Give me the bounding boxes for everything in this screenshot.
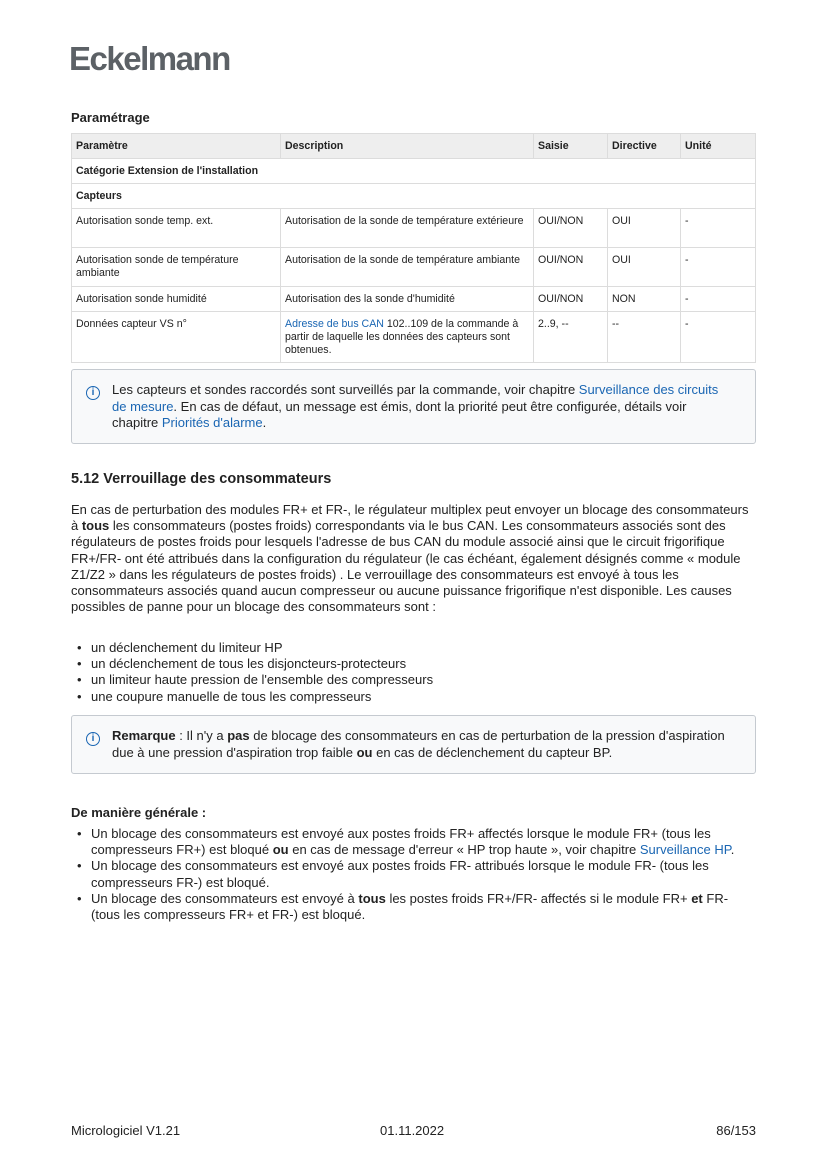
cell-param: Autorisation sonde de température ambiante <box>72 248 281 287</box>
cell-desc: Autorisation de la sonde de température extérieure <box>281 209 534 248</box>
table-row <box>72 312 756 363</box>
section-title: Paramétrage <box>71 110 150 125</box>
eckelmann-logo: Eckelmann <box>69 40 230 77</box>
list-item: • un déclenchement du limiteur HP <box>71 640 756 656</box>
remark-note <box>71 715 756 774</box>
cell-param: Autorisation sonde temp. ext. <box>72 209 281 248</box>
desc-text: 102..109 de la commande à partir de laquelle les données des capteurs sont obtenues. <box>285 318 519 356</box>
col-header: Unité <box>681 134 756 159</box>
list-item: • Un blocage des consommateurs est envoyé aux postes froids FR- attribués lorsque le module FR- (tous les compresseurs FR-) est bloqué. <box>71 858 756 890</box>
can-bus-address-link[interactable]: Adresse de bus CAN <box>285 318 384 330</box>
note-text: Les capteurs et sondes raccordés sont surveillés par la commande, voir chapitre Surveillance des circuits de mesure. En cas de défaut, un message est émis, dont la priorité peut être configurée, détails voir chapitre Priorités d'alarme. <box>112 382 719 430</box>
parameter-table <box>71 133 756 363</box>
alarm-priorities-link[interactable]: Priorités d'alarme <box>161 415 263 430</box>
firmware-version: Micrologiciel V1.21 <box>71 1123 181 1138</box>
table-row <box>72 248 756 287</box>
hp-monitoring-link[interactable]: Surveillance HP <box>639 842 731 858</box>
table-row <box>72 209 756 248</box>
page-number: 86/153 <box>716 1123 756 1138</box>
section-heading: 5.12 Verrouillage des consommateurs <box>71 471 332 487</box>
general-title: De manière générale : <box>71 805 207 820</box>
cell-unite: - <box>681 312 756 363</box>
list-item: • un déclenchement de tous les disjoncteurs-protecteurs <box>71 656 756 672</box>
cell-unite: - <box>681 248 756 287</box>
cell-directive: NON <box>608 287 681 312</box>
list-item: • Un blocage des consommateurs est envoyé aux postes froids FR+ affectés lorsque le module FR+ (tous les compresseurs FR+) est bloqué ou en cas de message d'erreur « HP trop haute », voir chapitre Surveillance HP. <box>71 826 756 858</box>
cell-desc: Autorisation des la sonde d'humidité <box>281 287 534 312</box>
cell-directive: OUI <box>608 209 681 248</box>
date: 01.11.2022 <box>380 1123 445 1138</box>
col-header: Paramètre <box>72 134 281 159</box>
cell-desc <box>281 312 534 363</box>
cell-unite: - <box>681 209 756 248</box>
table-header <box>72 134 756 159</box>
cell-saisie: OUI/NON <box>534 287 608 312</box>
cell-saisie: 2..9, -- <box>534 312 608 363</box>
cell-saisie: OUI/NON <box>534 248 608 287</box>
cell-saisie: OUI/NON <box>534 209 608 248</box>
col-header: Saisie <box>534 134 608 159</box>
category-row: Catégorie Extension de l'installation <box>72 159 756 184</box>
general-list <box>71 826 756 923</box>
col-header: Directive <box>608 134 681 159</box>
info-icon: i <box>86 732 100 746</box>
cell-param: Autorisation sonde humidité <box>72 287 281 312</box>
cell-directive: OUI <box>608 248 681 287</box>
measuring-circuits-link[interactable]: Surveillance des circuits de mesure <box>112 382 719 414</box>
info-icon: i <box>86 386 100 400</box>
list-item: • une coupure manuelle de tous les compresseurs <box>71 689 756 705</box>
note-text: Remarque : Il n'y a pas de blocage des consommateurs en cas de perturbation de la pression d'aspiration due à une pression d'aspiration trop faible ou en cas de déclenchement du capteur BP. <box>112 728 725 760</box>
cell-desc: Autorisation de la sonde de température ambiante <box>281 248 534 287</box>
cell-unite: - <box>681 287 756 312</box>
list-item: • un limiteur haute pression de l'ensemble des compresseurs <box>71 672 756 688</box>
intro-paragraph: En cas de perturbation des modules FR+ et FR-, le régulateur multiplex peut envoyer un blocage des consommateurs à tous les consommateurs (postes froids) correspondants via le bus CAN. Les consommateurs associés sont des régulateurs de postes froids pour lesquels l'adresse de bus CAN du module associé ainsi que le circuit frigorifique FR+/FR- ont été attribués dans la configuration du régulateur (le cas échéant, également désignés comme « module Z1/Z2 » dans les régulateurs de postes froids) . Le verrouillage des consommateurs est envoyé à tous les consommateurs associés quand aucun compresseur ou aucune puissance frigorifique n'est disponible. Les causes possibles de panne pour un blocage des consommateurs sont : <box>71 502 749 615</box>
table-row <box>72 287 756 312</box>
causes-list <box>71 640 756 705</box>
list-item: • Un blocage des consommateurs est envoyé à tous les postes froids FR+/FR- affectés si le module FR+ et FR- (tous les compresseurs FR+ et FR-) est bloqué. <box>71 891 756 923</box>
subcategory-row: Capteurs <box>72 184 756 209</box>
info-note <box>71 369 756 444</box>
cell-directive: -- <box>608 312 681 363</box>
col-header: Description <box>281 134 534 159</box>
cell-param: Données capteur VS n° <box>72 312 281 363</box>
